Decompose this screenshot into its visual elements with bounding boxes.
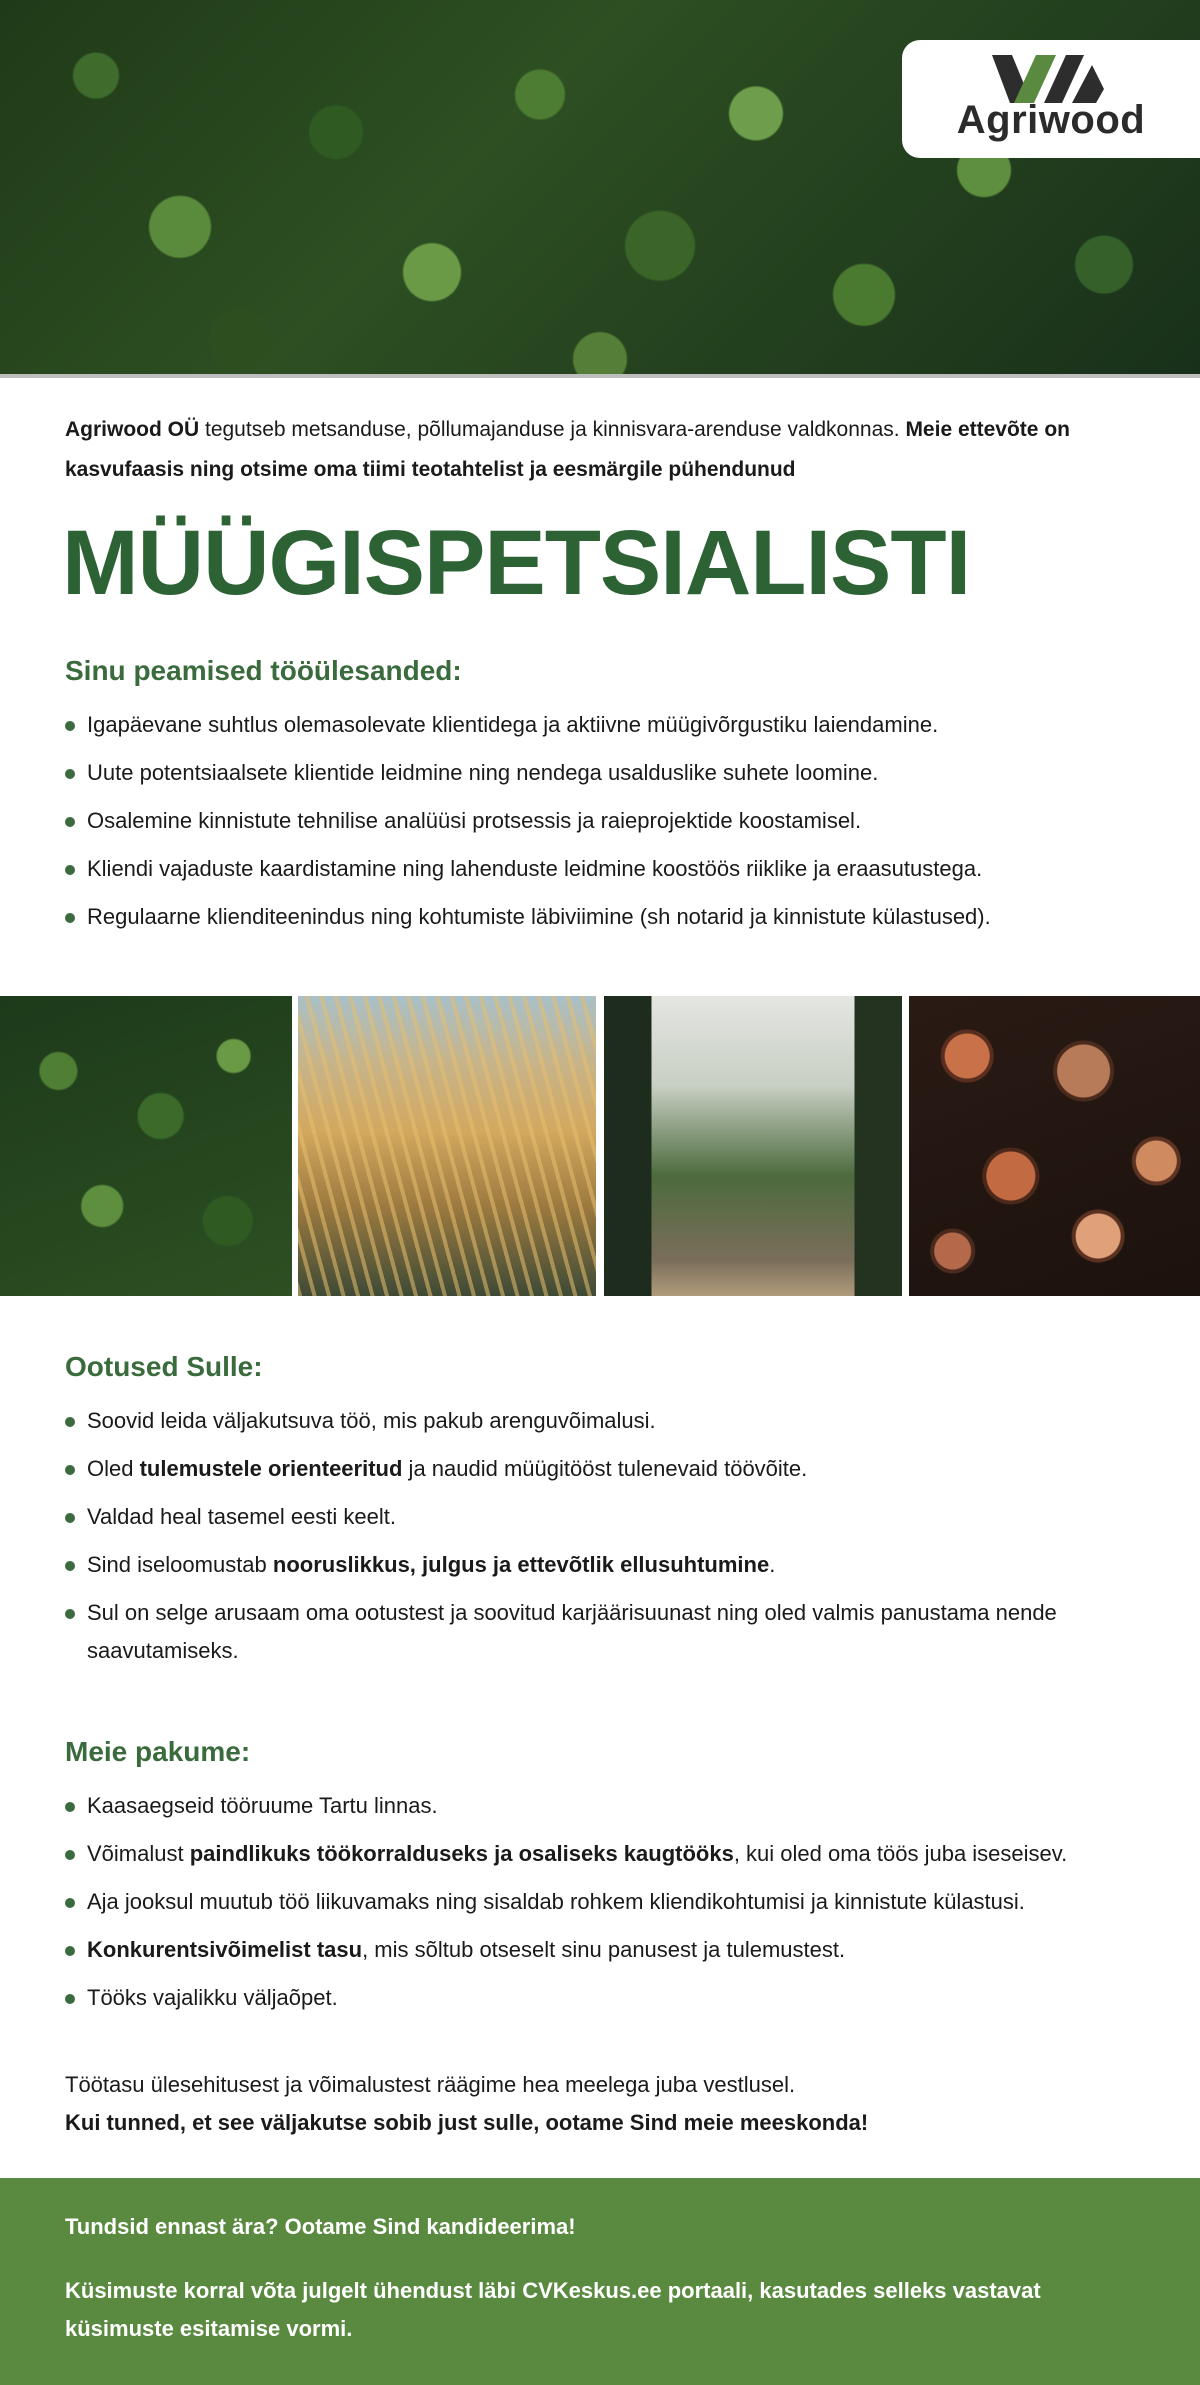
list-item: Regulaarne klienditeenindus ning kohtumiste läbiviimine (sh notarid ja kinnistute külastused). <box>65 898 1165 936</box>
list-item <box>65 1835 1165 1873</box>
list-item-pre: Oled <box>87 1456 140 1481</box>
wheat-field-photo <box>298 996 596 1296</box>
logo-text: Agriwood <box>956 98 1146 142</box>
list-item-pre: Sind iseloomustab <box>87 1552 273 1577</box>
list-item: Igapäevane suhtlus olemasolevate klientidega ja aktiivne müügivõrgustiku laiendamine. <box>65 706 1165 744</box>
list-item-bold: tulemustele orienteeritud <box>139 1456 403 1481</box>
list-item-pre: Soovid leida väljakutsuva töö, mis pakub arenguvõimalusi. <box>87 1408 656 1433</box>
list-item <box>65 1450 1165 1488</box>
list-item <box>65 1402 1165 1440</box>
list-item: Kliendi vajaduste kaardistamine ning lahenduste leidmine koostöös riiklike ja eraasutustega. <box>65 850 1165 888</box>
list-item-post: , kui oled oma töös juba iseseisev. <box>733 1841 1068 1866</box>
list-item-pre: Tööks vajalikku väljaõpet. <box>87 1985 338 2010</box>
expectations-list <box>65 1402 1165 1680</box>
offer-title: Meie pakume: <box>65 1736 251 1767</box>
logo <box>902 40 1200 158</box>
list-item <box>65 1787 1165 1825</box>
closing-line-2: Kui tunned, et see väljakutse sobib just sulle, ootame Sind meie meeskonda! <box>65 2110 869 2135</box>
list-item-post: ja naudid müügitööst tulenevaid töövõite. <box>402 1456 808 1481</box>
list-item-pre: Sul on selge arusaam oma ootustest ja soovitud karjäärisuunast ning oled valmis panustama nende saavutamiseks. <box>87 1600 1057 1663</box>
closing-text <box>65 2066 1165 2142</box>
hero-forest-image <box>0 0 1200 378</box>
footer-banner <box>0 2178 1200 2385</box>
offer-list <box>65 1787 1165 2027</box>
list-item-bold: paindlikuks töökorralduseks ja osaliseks kaugtööks <box>189 1841 734 1866</box>
list-item <box>65 1498 1165 1536</box>
duties-list <box>65 706 1165 946</box>
list-item <box>65 1594 1165 1670</box>
intro-paragraph <box>65 410 1135 490</box>
footer-contact-text: Küsimuste korral võta julgelt ühendust läbi CVKeskus.ee portaali, kasutades selleks vastavat küsimuste esitamise vormi. <box>65 2278 1041 2341</box>
list-item-pre: Aja jooksul muutub töö liikuvamaks ning sisaldab rohkem kliendikohtumisi ja kinnistute külastusi. <box>87 1889 1025 1914</box>
list-item-pre: Valdad heal tasemel eesti keelt. <box>87 1504 396 1529</box>
list-item <box>65 1546 1165 1584</box>
forest-aerial-photo <box>0 996 292 1296</box>
list-item <box>65 1931 1165 1969</box>
intro-text: tegutseb metsanduse, põllumajanduse ja kinnisvara-arenduse valdkonnas. <box>199 418 906 441</box>
expectations-title: Ootused Sulle: <box>65 1351 263 1382</box>
list-item <box>65 1979 1165 2017</box>
photo-strip <box>0 996 1200 1296</box>
company-name: Agriwood OÜ <box>65 418 200 441</box>
intro-bold-text: Meie ettevõte on kasvufaasis ning otsime oma tiimi teotahtelist ja eesmärgile pühendunud <box>65 418 1070 481</box>
list-item: Uute potentsiaalsete klientide leidmine ning nendega usalduslike suhete loomine. <box>65 754 1165 792</box>
list-item-bold: Konkurentsivõimelist tasu <box>87 1937 363 1962</box>
forest-road-photo <box>604 996 902 1296</box>
list-item-bold: nooruslikkus, julgus ja ettevõtlik ellusuhtumine <box>272 1552 770 1577</box>
list-item-pre: Kaasaegseid tööruume Tartu linnas. <box>87 1793 438 1818</box>
list-item <box>65 1883 1165 1921</box>
list-item-pre: Võimalust <box>87 1841 190 1866</box>
list-item-post: , mis sõltub otseselt sinu panusest ja tulemustest. <box>362 1937 846 1962</box>
logo-mark-icon <box>992 55 1112 103</box>
log-ends-photo <box>909 996 1200 1296</box>
list-item-post: . <box>769 1552 776 1577</box>
footer-cta: Tundsid ennast ära? Ootame Sind kandideerima! <box>65 2214 576 2239</box>
job-title-headline: MÜÜGISPETSIALISTI <box>62 512 971 614</box>
duties-title: Sinu peamised tööülesanded: <box>65 655 462 686</box>
closing-line-1: Töötasu ülesehitusest ja võimalustest räägime hea meelega juba vestlusel. <box>65 2072 796 2097</box>
list-item: Osalemine kinnistute tehnilise analüüsi protsessis ja raieprojektide koostamisel. <box>65 802 1165 840</box>
